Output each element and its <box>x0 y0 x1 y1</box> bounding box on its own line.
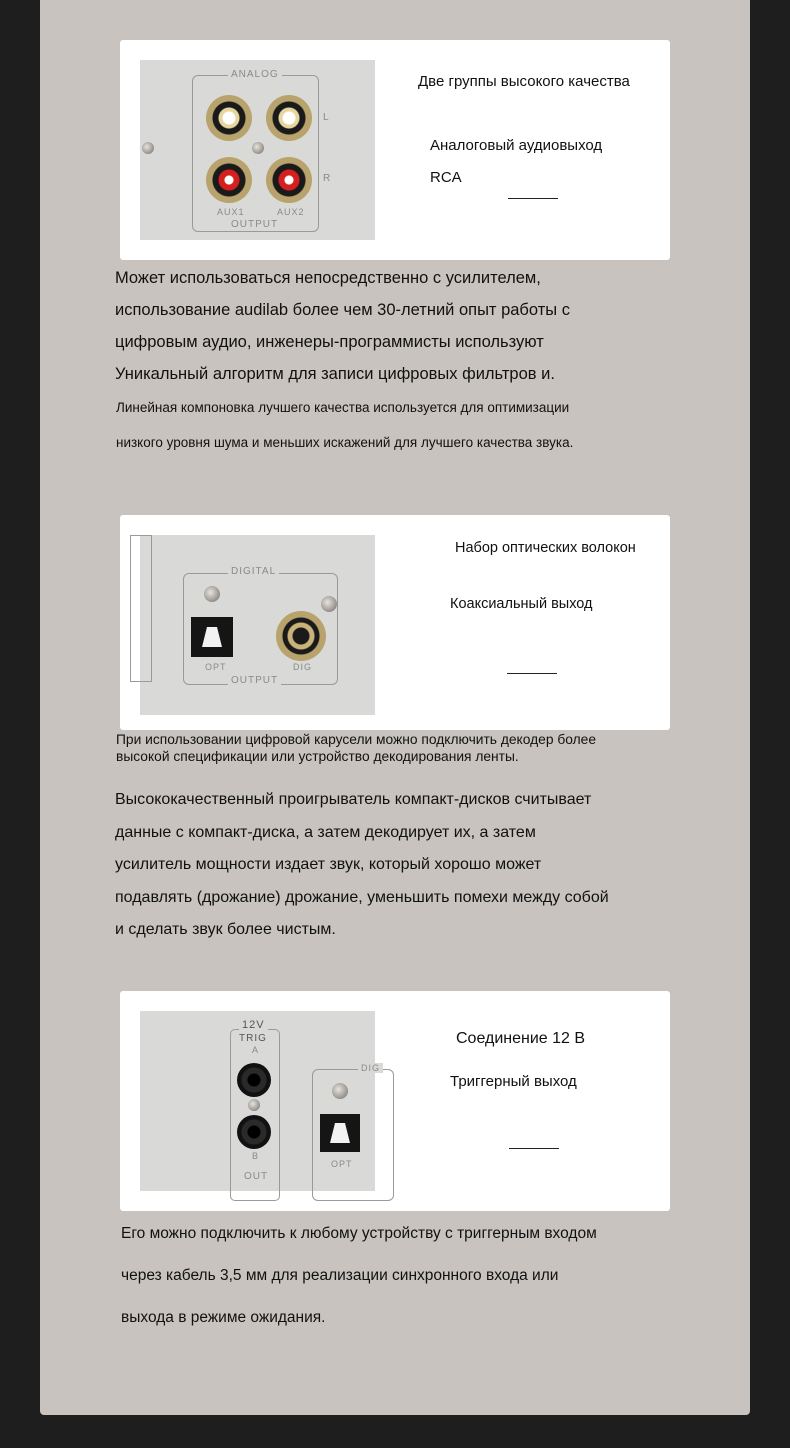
right-channel-label: R <box>323 173 332 184</box>
card-title: Набор оптических волокон <box>455 540 636 556</box>
card-line: RCA <box>430 169 462 186</box>
description-paragraph: Может использоваться непосредственно с усилителем, использование audilab более чем 30-летний опыт работы с цифровым аудио, инженеры-программисты используют Уникальный алгоритм для записи цифровых фильтров и. <box>115 269 570 383</box>
divider <box>509 1148 559 1149</box>
opt-label: OPT <box>331 1159 353 1169</box>
description-paragraph: Высококачественный проигрыватель компакт-дисков считывает данные с компакт-диска, а затем декодирует их, а затем усилитель мощности издает звук, который хорошо может подавлять (дрожание) дрожание, уменьшить помехи между собой и сделать звук более чистым. <box>115 791 609 938</box>
screw-icon <box>252 142 264 154</box>
card-title: Соединение 12 В <box>456 1030 586 1047</box>
screw-icon <box>321 596 337 612</box>
trigger-jack-a-icon <box>237 1063 271 1097</box>
dig-label: DIG <box>293 662 313 672</box>
rca-jack-l1-icon <box>206 95 252 141</box>
output-label: OUTPUT <box>228 675 281 686</box>
screw-icon <box>142 142 154 154</box>
output-label: OUTPUT <box>228 219 281 230</box>
aux1-label: AUX1 <box>217 207 245 217</box>
card-title: Две группы высокого качества <box>418 73 630 90</box>
left-channel-label: L <box>323 112 330 123</box>
digital-output-photo <box>140 535 375 715</box>
optical-port-icon <box>320 1114 360 1152</box>
screw-icon <box>332 1083 348 1099</box>
digital-label: DIGITAL <box>228 566 279 577</box>
divider <box>507 673 557 674</box>
rca-jack-l2-icon <box>266 95 312 141</box>
trigger-output-photo <box>140 1011 381 1191</box>
dig-label: DIG <box>358 1063 383 1073</box>
a-label: A <box>252 1045 260 1055</box>
analog-output-photo <box>140 60 375 240</box>
description-paragraph: При использовании цифровой карусели можно подключить декодер более высокой спецификации или устройство декодирования ленты. <box>116 732 597 764</box>
optical-port-icon <box>191 617 233 657</box>
rca-jack-r1-icon <box>206 157 252 203</box>
voltage-label: 12V <box>239 1019 268 1031</box>
rca-jack-r2-icon <box>266 157 312 203</box>
description-paragraph: Линейная компоновка лучшего качества используется для оптимизации низкого уровня шума и меньших искажений для лучшего качества звука. <box>116 400 574 450</box>
side-panel <box>130 535 152 682</box>
screw-icon <box>204 586 220 602</box>
divider <box>508 198 558 199</box>
opt-label: OPT <box>205 662 227 672</box>
trig-label: TRIG <box>239 1033 267 1044</box>
out-label: OUT <box>241 1171 271 1182</box>
card-line: Коаксиальный выход <box>450 596 593 612</box>
coaxial-jack-icon <box>276 611 326 661</box>
aux2-label: AUX2 <box>277 207 305 217</box>
screw-icon <box>248 1099 260 1111</box>
card-line: Аналоговый аудиовыход <box>430 137 603 154</box>
trigger-jack-b-icon <box>237 1115 271 1149</box>
description-paragraph: Его можно подключить к любому устройству с триггерным входом через кабель 3,5 мм для реализации синхронного входа или выхода в режиме ожидания. <box>121 1225 597 1326</box>
b-label: B <box>252 1151 260 1161</box>
card-line: Триггерный выход <box>450 1073 577 1090</box>
analog-label: ANALOG <box>228 69 282 80</box>
